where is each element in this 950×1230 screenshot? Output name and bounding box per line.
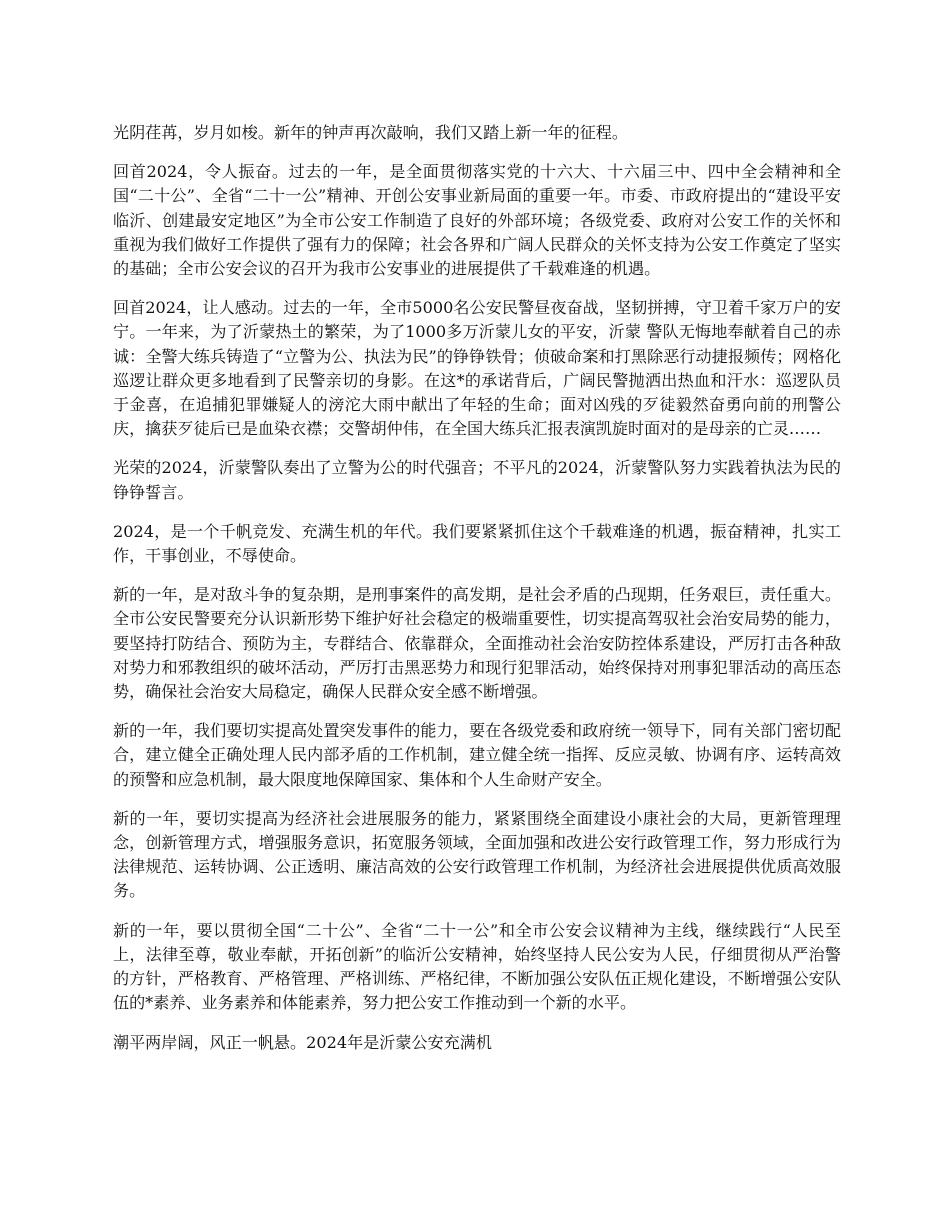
paragraph-new-era: 2024，是一个千帆竞发、充满生机的年代。我们要紧紧抓住这个千载难逢的机遇，振奋精神，扎实工作，干事创业，不辱使命。: [113, 521, 841, 566]
paragraph-review-moving: 回首2024，让人感动。过去的一年，全市5000名公安民警昼夜奋战，坚韧拼搏，守卫着千家万户的安宁。一年来，为了沂蒙热土的繁荣，为了1000多万沂蒙儿女的平安，沂蒙 警队无悔地奉献着自己的赤诚：全警大练兵铸造了“立警为公、执法为民”的铮铮铁骨；侦破命案和打黑除恶行动捷报频传；网格化巡逻让群众更多地看到了民警亲切的身影。在这*的承诺背后，广阔民警抛洒出热血和汗水：巡逻队员于金喜，在追捕犯罪嫌疑人的滂沱大雨中献出了年轻的生命；面对凶残的歹徒毅然奋勇向前的刑警公庆，擒获歹徒后已是血染衣襟；交警胡仲伟，在全国大练兵汇报表演凯旋时面对的是母亲的亡灵……: [113, 298, 841, 439]
paragraph-glorious-year: 光荣的2024，沂蒙警队奏出了立警为公的时代强音；不平凡的2024，沂蒙警队努力实践着执法为民的铮铮誓言。: [113, 458, 841, 502]
paragraph-opening: 光阴荏苒，岁月如梭。新年的钟声再次敲响，我们又踏上新一年的征程。: [113, 123, 628, 142]
paragraph-emergency-response: 新的一年，我们要切实提高处置突发事件的能力，要在各级党委和政府统一领导下，同有关部门密切配合，建立健全正确处理人民内部矛盾的工作机制，建立健全统一指挥、反应灵敏、协调有序、运转高效的预警和应急机制，最大限度地保障国家、集体和个人生命财产安全。: [113, 721, 841, 789]
paragraph-team-building: 新的一年，要以贯彻全国“二十公”、全省“二十一公”和全市公安会议精神为主线，继续践行“人民至上，法律至尊，敬业奉献，开拓创新”的临沂公安精神，始终坚持人民公安为人民，仔细贯彻从严治警的方针，严格教育、严格管理、严格训练、严格纪律，不断加强公安队伍正规化建设，不断增强公安队伍的*素养、业务素养和体能素养，努力把公安工作推动到一个新的水平。: [113, 920, 841, 1013]
paragraph-review-inspiring: 回首2024，令人振奋。过去的一年，是全面贯彻落实党的十六大、十六届三中、四中全会精神和全国“二十公”、全省“二十一公”精神、开创公安事业新局面的重要一年。市委、市政府提出的“建设平安临沂、创建最安定地区”为全市公安工作制造了良好的外部环境；各级党委、政府对公安工作的关怀和重视为我们做好工作提供了强有力的保障；社会各界和广阔人民群众的关怀支持为公安工作奠定了坚实的基础；全市公安会议的召开为我市公安事业的进展提供了千载难逢的机遇。: [113, 162, 841, 279]
paragraph-closing: 潮平两岸阔，风正一帆悬。2024年是沂蒙公安充满机: [113, 1032, 492, 1052]
paragraph-public-order: 新的一年，是对敌斗争的复杂期，是刑事案件的高发期，是社会矛盾的凸现期，任务艰巨，责任重大。全市公安民警要充分认识新形势下维护好社会稳定的极端重要性，切实提高驾驭社会治安局势的能力，要坚持打防结合、预防为主，专群结合、依靠群众，全面推动社会治安防控体系建设，严厉打击各种敌对势力和邪教组织的破坏活动，严厉打击黑恶势力和现行犯罪活动，始终保持对刑事犯罪活动的高压态势，确保社会治安大局稳定，确保人民群众安全感不断增强。: [113, 585, 841, 702]
document-body: [113, 121, 841, 1070]
paragraph-economic-service: 新的一年，要切实提高为经济社会进展服务的能力，紧紧围绕全面建设小康社会的大局，更新管理理念，创新管理方式，增强服务意识，拓宽服务领域，全面加强和改进公安行政管理工作，努力形成行为法律规范、运转协调、公正透明、廉洁高效的公安行政管理工作机制，为经济社会进展提供优质高效服务。: [113, 808, 841, 901]
